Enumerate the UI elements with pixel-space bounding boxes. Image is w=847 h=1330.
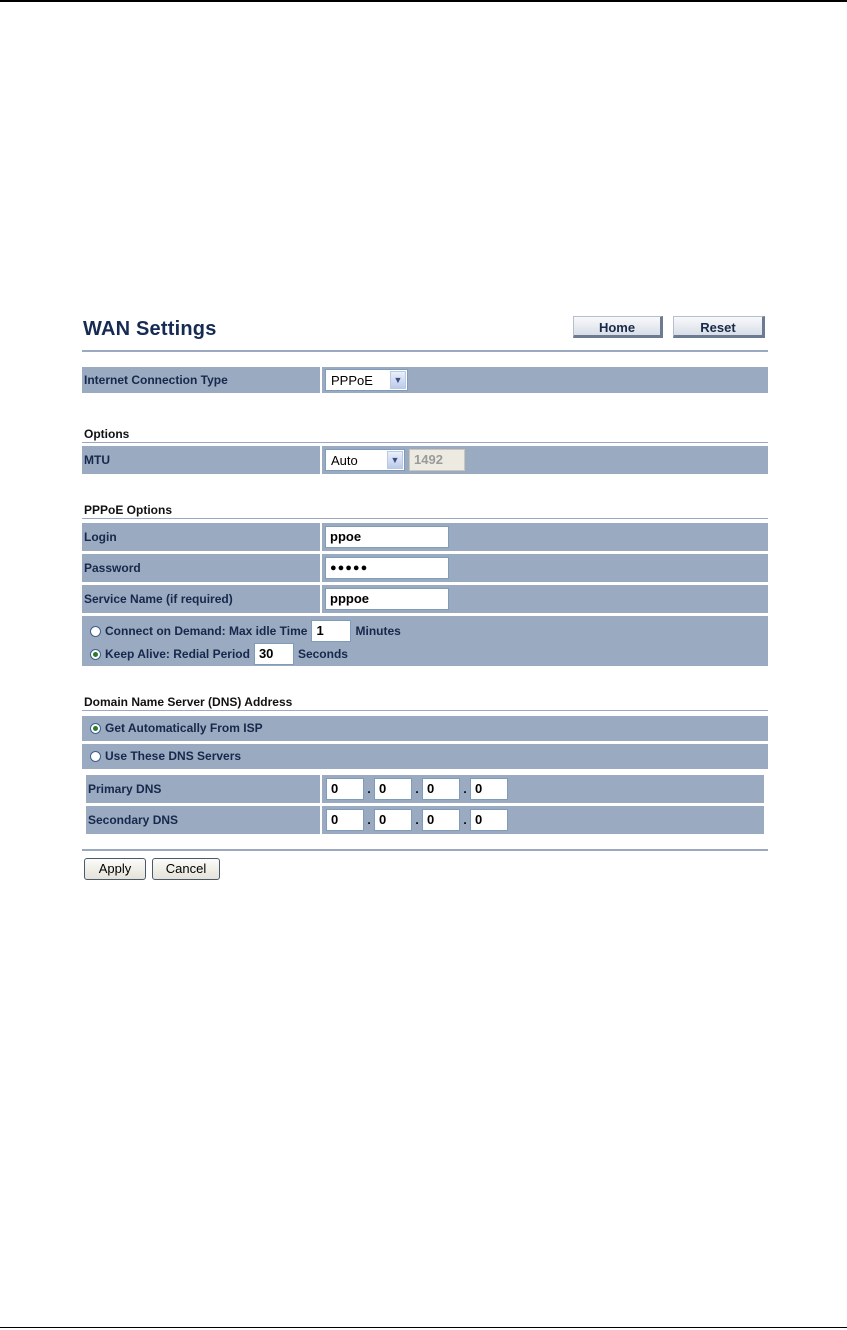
- connect-on-demand-label: Connect on Demand: Max idle Time: [105, 624, 308, 638]
- reset-button[interactable]: Reset: [673, 316, 765, 338]
- keep-alive-radio[interactable]: [90, 649, 101, 660]
- service-name-input[interactable]: pppoe: [325, 588, 449, 610]
- connect-on-demand-radio[interactable]: [90, 626, 101, 637]
- primary-dns-octet-1[interactable]: 0: [326, 778, 364, 800]
- password-row: [82, 554, 768, 582]
- primary-dns-row: Primary DNS 0 . 0 . 0 . 0: [86, 775, 764, 803]
- home-button[interactable]: Home: [573, 316, 663, 338]
- dns-divider: [82, 710, 768, 711]
- dns-manual-row: [82, 744, 768, 769]
- password-input[interactable]: ●●●●●: [325, 557, 449, 579]
- options-section-label: Options: [84, 427, 130, 441]
- secondary-dns-row: Secondary DNS 0 . 0 . 0 . 0: [86, 806, 764, 834]
- secondary-dns-octet-4[interactable]: 0: [470, 809, 508, 831]
- dns-section-label: Domain Name Server (DNS) Address: [84, 695, 293, 709]
- login-input[interactable]: ppoe: [325, 526, 449, 548]
- service-name-label: Service Name (if required): [84, 592, 233, 606]
- dns-auto-label: Get Automatically From ISP: [105, 721, 263, 735]
- primary-dns-octet-3[interactable]: 0: [422, 778, 460, 800]
- connection-type-row: [82, 367, 768, 393]
- idle-time-input[interactable]: 1: [311, 620, 351, 642]
- page-bottom-rule: [0, 1327, 847, 1328]
- title-row: [82, 312, 768, 350]
- service-name-row: [82, 585, 768, 613]
- primary-dns-octet-4[interactable]: 0: [470, 778, 508, 800]
- minutes-label: Minutes: [355, 624, 401, 638]
- connection-mode-row: [82, 616, 768, 666]
- primary-dns-octet-2[interactable]: 0: [374, 778, 412, 800]
- wan-settings-panel: [82, 312, 768, 876]
- chevron-down-icon: ▼: [390, 371, 406, 389]
- login-row: [82, 523, 768, 551]
- mtu-mode-select[interactable]: Auto ▼: [325, 449, 405, 471]
- dns-manual-radio[interactable]: [90, 751, 101, 762]
- seconds-label: Seconds: [297, 647, 348, 661]
- page-title: WAN Settings: [83, 318, 217, 340]
- secondary-dns-octet-3[interactable]: 0: [422, 809, 460, 831]
- connection-type-label: Internet Connection Type: [84, 373, 228, 387]
- primary-dns-label: Primary DNS: [88, 782, 162, 796]
- password-label: Password: [84, 561, 141, 575]
- title-divider: [82, 350, 768, 352]
- options-divider: [82, 442, 768, 443]
- apply-button[interactable]: Apply: [84, 858, 146, 880]
- login-label: Login: [84, 530, 117, 544]
- pppoe-section-label: PPPoE Options: [84, 503, 173, 517]
- connection-type-select[interactable]: PPPoE ▼: [325, 369, 408, 391]
- redial-period-input[interactable]: 30: [254, 643, 294, 665]
- secondary-dns-octet-2[interactable]: 0: [374, 809, 412, 831]
- chevron-down-icon: ▼: [387, 451, 403, 469]
- mtu-value-input: 1492: [409, 449, 465, 471]
- cancel-button[interactable]: Cancel: [152, 858, 220, 880]
- dns-manual-label: Use These DNS Servers: [105, 749, 242, 763]
- keep-alive-label: Keep Alive: Redial Period: [105, 647, 250, 661]
- pppoe-divider: [82, 518, 768, 519]
- secondary-dns-octet-1[interactable]: 0: [326, 809, 364, 831]
- footer-divider: [82, 849, 768, 851]
- mtu-label: MTU: [84, 453, 110, 467]
- secondary-dns-label: Secondary DNS: [88, 813, 179, 827]
- dns-auto-row: [82, 716, 768, 741]
- mtu-row: [82, 446, 768, 474]
- page-top-rule: [0, 0, 847, 2]
- dns-auto-radio[interactable]: [90, 723, 101, 734]
